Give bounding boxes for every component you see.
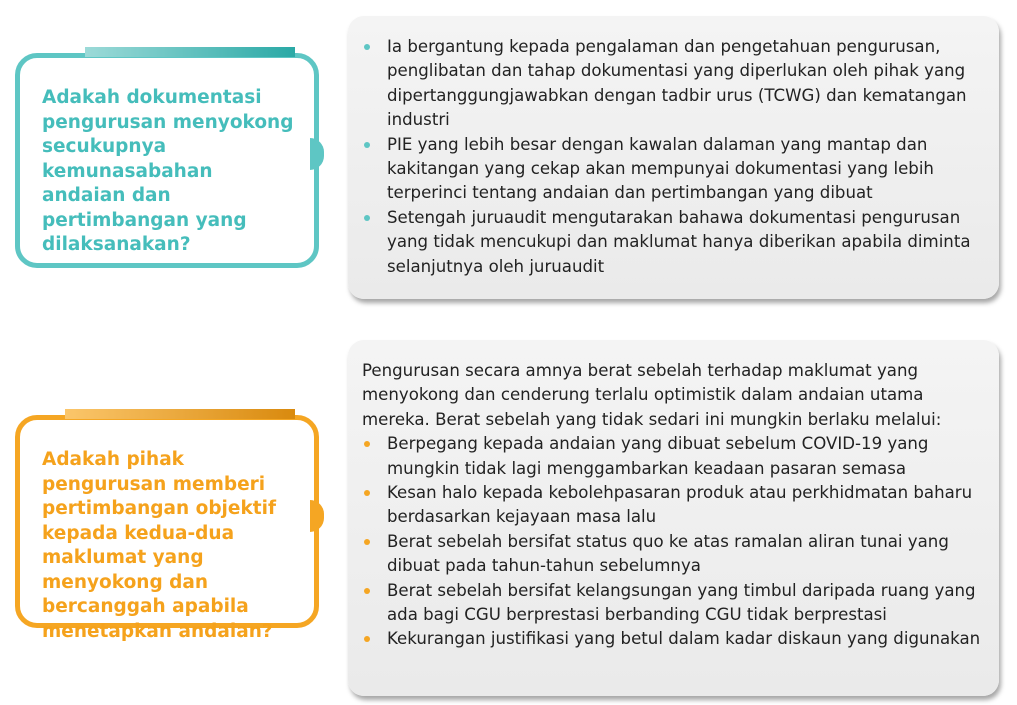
bullet-icon — [364, 636, 370, 642]
bullet-icon — [364, 441, 370, 447]
list-item-text: Kekurangan justifikasi yang betul dalam kadar diskaun yang digunakan — [387, 629, 981, 649]
answer-bullet-list — [362, 35, 987, 279]
bullet-icon — [364, 490, 370, 496]
answer-bullet-list — [362, 432, 987, 652]
list-item — [362, 530, 987, 579]
question-box-tab — [65, 409, 295, 419]
bullet-icon — [364, 215, 370, 221]
answer-box-documentation — [348, 16, 999, 299]
list-item-text: Berat sebelah bersifat kelangsungan yang timbul daripada ruang yang ada bagi CGU berprestasi berbanding CGU tidak berprestasi — [387, 580, 976, 625]
question-box-pointer — [310, 138, 324, 170]
list-item — [362, 206, 987, 279]
question-text: Adakah dokumentasi pengurusan menyokong secukupnya kemunasabahan andaian dan pertimbangan yang dilaksanakan? — [42, 87, 294, 255]
list-item-text: Ia bergantung kepada pengalaman dan pengetahuan pengurusan, penglibatan dan tahap dokumentasi yang diperlukan oleh pihak yang dipertanggungjawabkan dengan tadbir urus (TCWG) dan kematangan industri — [387, 37, 967, 130]
answer-intro-text: Pengurusan secara amnya berat sebelah terhadap maklumat yang menyokong dan cenderung terlalu optimistik dalam andaian utama mereka. Berat sebelah yang tidak sedari ini mungkin berlaku melalui: — [362, 361, 942, 429]
answer-box-objectivity — [348, 340, 999, 696]
list-item-text: Berpegang kepada andaian yang dibuat sebelum COVID-19 yang mungkin tidak lagi menggambarkan keadaan pasaran semasa — [387, 434, 929, 478]
question-box-pointer — [310, 500, 324, 532]
bullet-icon — [364, 142, 370, 148]
list-item-text: Kesan halo kepada kebolehpasaran produk atau perkhidmatan baharu berdasarkan kejayaan masa lalu — [387, 483, 973, 527]
list-item — [362, 133, 987, 206]
list-item — [362, 432, 987, 481]
bullet-icon — [364, 539, 370, 545]
question-text: Adakah pihak pengurusan memberi pertimbangan objektif kepada kedua-dua maklumat yang menyokong dan bercanggah apabila menetapkan andaian? — [42, 449, 276, 642]
bullet-icon — [364, 44, 370, 50]
bullet-icon — [364, 588, 370, 594]
list-item — [362, 579, 987, 628]
question-box-tab — [85, 47, 295, 57]
question-box-documentation — [15, 53, 319, 268]
list-item-text: Setengah juruaudit mengutarakan bahawa dokumentasi pengurusan yang tidak mencukupi dan maklumat hanya diberikan apabila diminta selanjutnya oleh juruaudit — [387, 207, 971, 276]
list-item-text: PIE yang lebih besar dengan kawalan dalaman yang mantap dan kakitangan yang cekap akan mempunyai dokumentasi yang lebih terperinci tentang andaian dan pertimbangan yang dibuat — [387, 134, 934, 203]
question-box-objectivity — [15, 415, 319, 642]
list-item — [362, 627, 987, 651]
list-item — [362, 481, 987, 530]
list-item-text: Berat sebelah bersifat status quo ke atas ramalan aliran tunai yang dibuat pada tahun-tahun sebelumnya — [387, 531, 949, 576]
list-item — [362, 35, 987, 133]
